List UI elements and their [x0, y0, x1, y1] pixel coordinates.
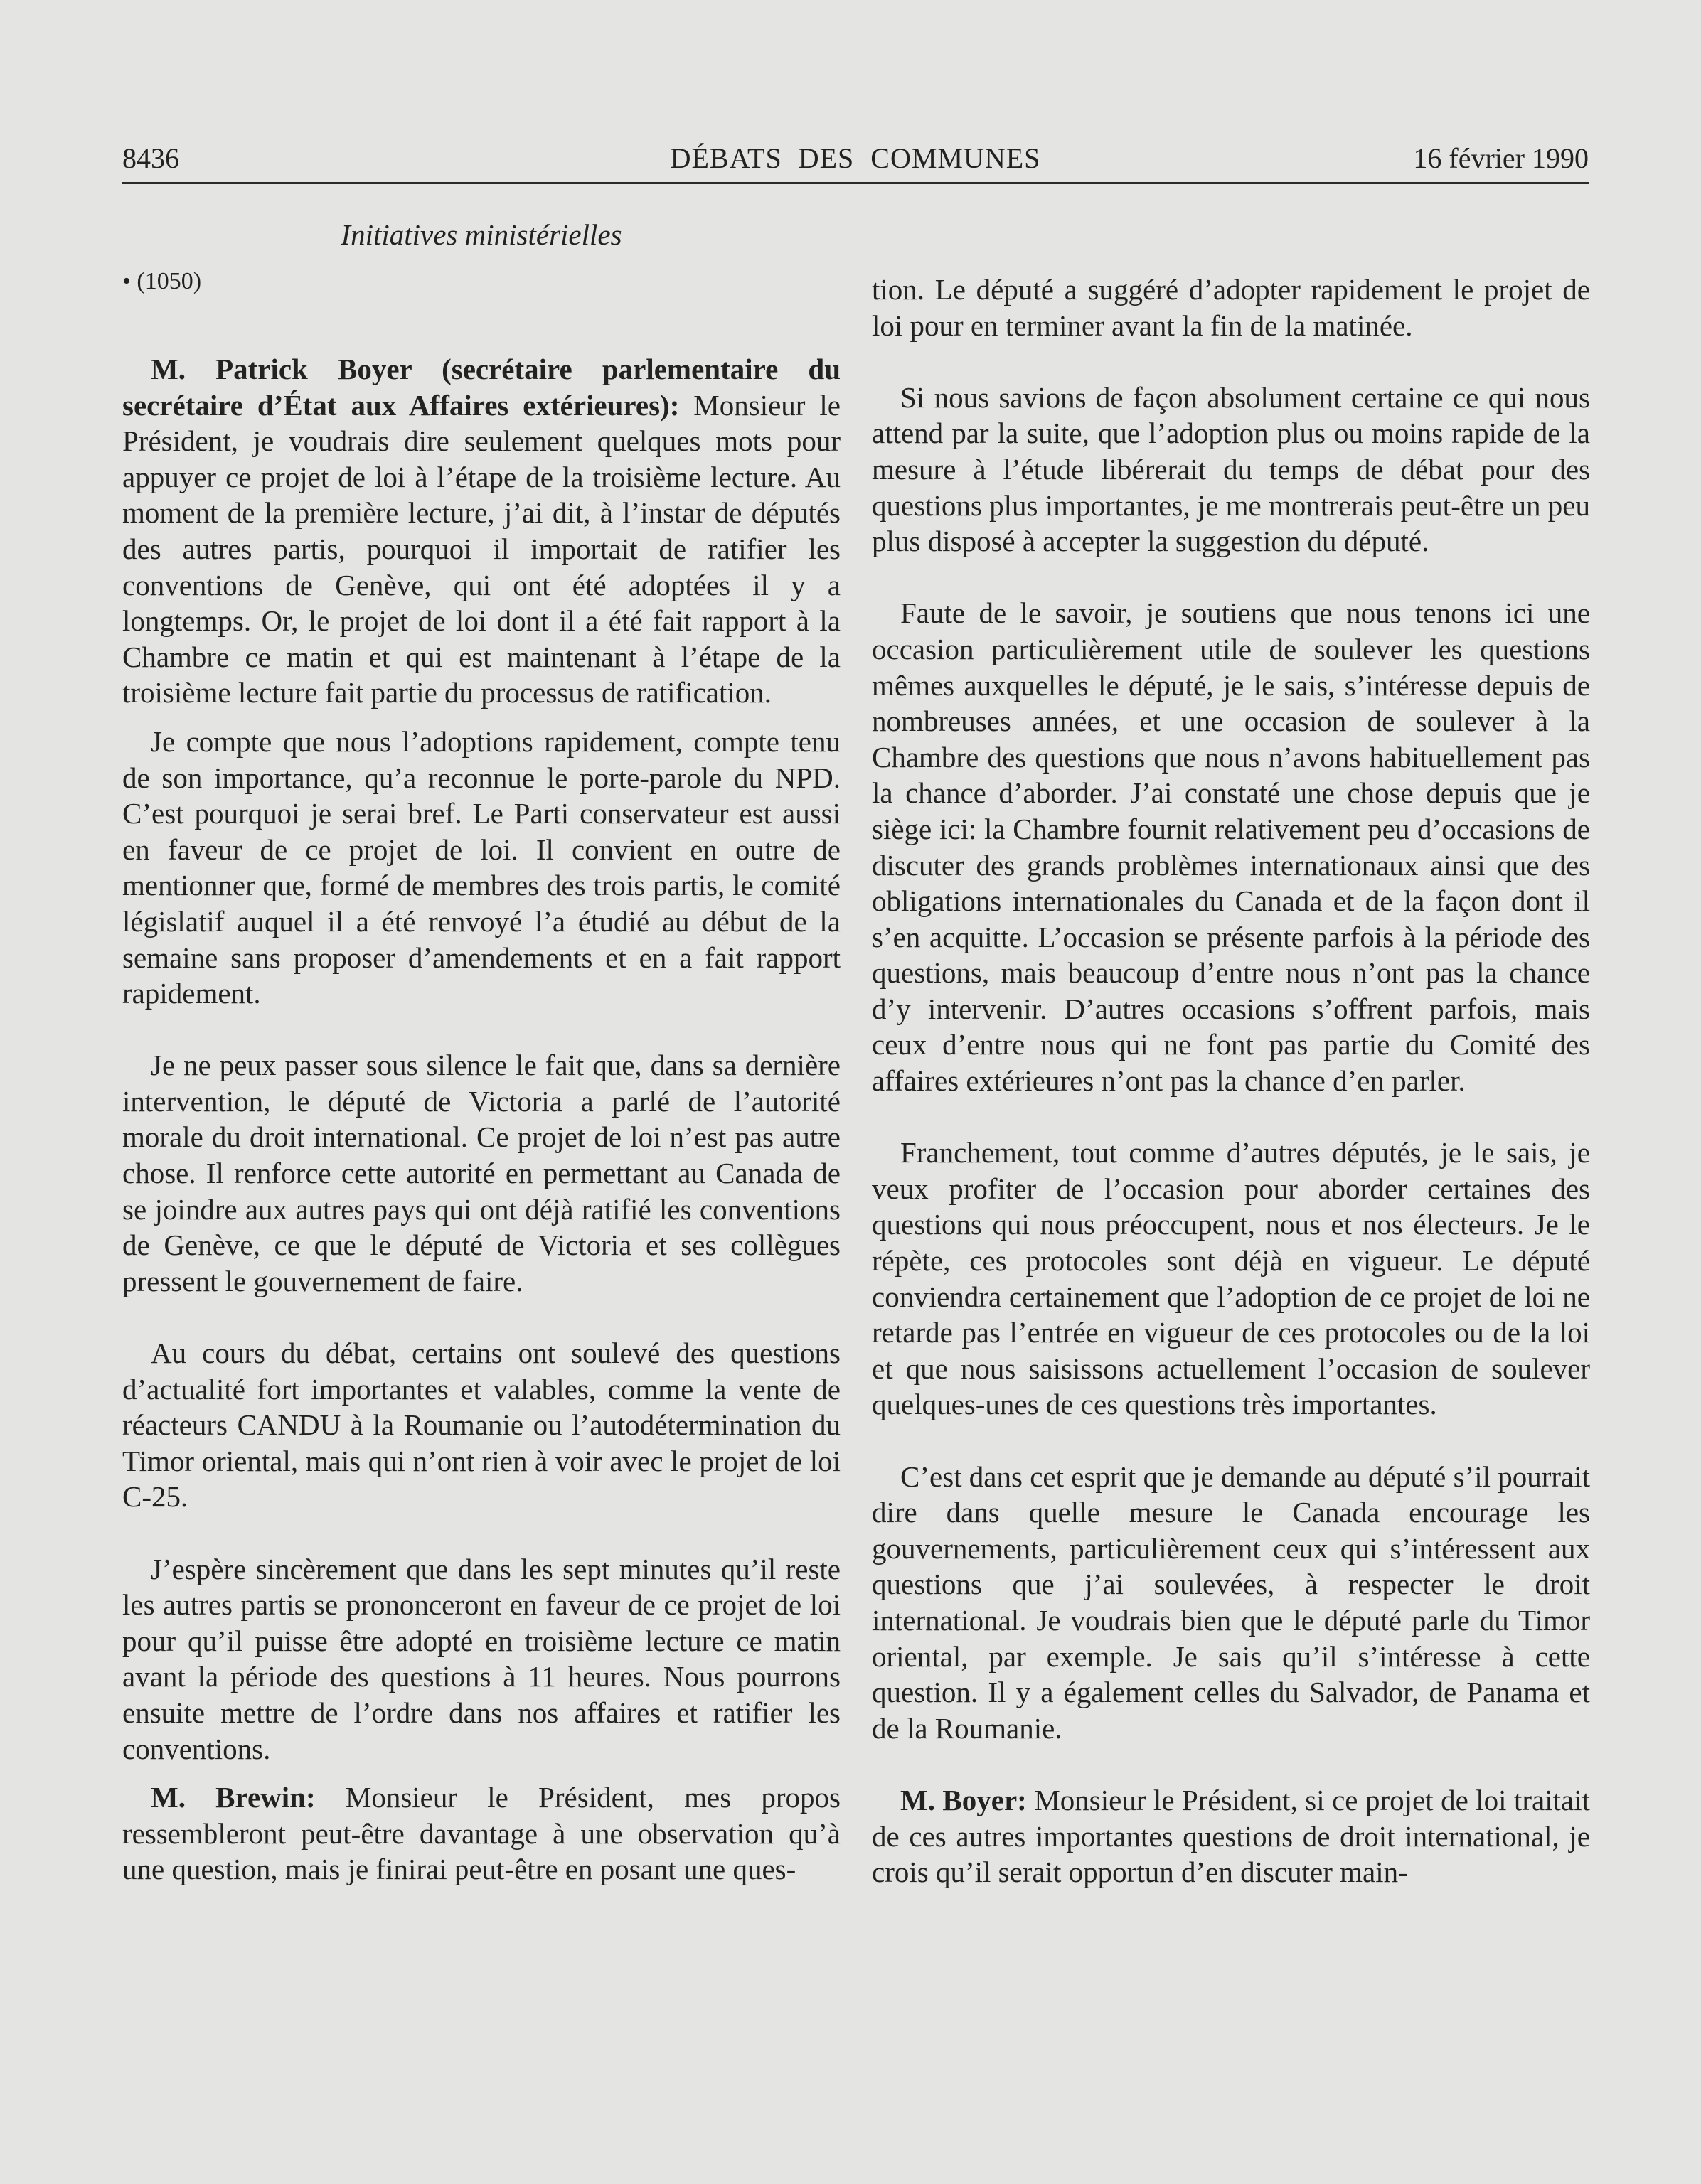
- paragraph: [872, 1782, 1590, 1890]
- paragraph-text: Franchement, tout comme d’autres députés, je le sais, je veux profiter de l’occasion pour aborder certaines des questions qui nous préoccupent, nous et nos électeurs. Je le répète, ces protocoles sont déjà en vigueur. Le député conviendra certainement que l’adoption de ce projet de loi ne retarde pas l’entrée en vigueur de ces protocoles ou de la loi et que nous saisissons actuellement l’occasion de soulever quelques-unes de ces questions très importantes.: [872, 1136, 1590, 1421]
- paragraph: [122, 1047, 841, 1299]
- page-number: 8436: [122, 142, 179, 174]
- left-column: [122, 351, 841, 1888]
- paragraph: [872, 1459, 1590, 1747]
- paragraph: [122, 351, 841, 711]
- publication-title: DÉBATS DES COMMUNES: [670, 142, 1041, 174]
- paragraph-text: Je compte que nous l’adoptions rapidement, compte tenu de son importance, qu’a reconnue le porte-parole du NPD. C’est pourquoi je serai bref. Le Parti conservateur est aussi en faveur de ce projet de loi. Il convient en outre de mentionner que, formé de membres des trois partis, le comité législatif auquel il a été renvoyé l’a étudié au début de la semaine sans proposer d’amendements et en a fait rapport rapidement.: [122, 724, 841, 1010]
- paragraph: [122, 1779, 841, 1888]
- paragraph-text: J’espère sincèrement que dans les sept minutes qu’il reste les autres partis se prononceront en faveur de ce projet de loi pour qu’il puisse être adopté en troisième lecture ce matin avant la période des questions à 11 heures. Nous pourrons ensuite mettre de l’ordre dans nos affaires et ratifier les conventions.: [122, 1552, 841, 1765]
- right-column: [872, 272, 1590, 1890]
- paragraph: [872, 595, 1590, 1098]
- paragraph-text: Si nous savions de façon absolument certaine ce qui nous attend par la suite, que l’adoption plus ou moins rapide de la mesure à l’étude libérerait du temps de débat pour des questions plus importantes, je me montrerais peut-être un peu plus disposé à accepter la suggestion du député.: [872, 380, 1590, 558]
- paragraph-text: Je ne peux passer sous silence le fait que, dans sa dernière intervention, le député de Victoria a parlé de l’autorité morale du droit international. Ce projet de loi n’est pas autre chose. Il renforce cette autorité en permettant au Canada de se joindre aux autres pays qui ont déjà ratifié les conventions de Genève, ce que le député de Victoria et ses collègues pressent le gouvernement de faire.: [122, 1049, 841, 1297]
- speaker-name: M. Brewin:: [151, 1781, 316, 1814]
- paragraph: [122, 1335, 841, 1515]
- paragraph: [872, 272, 1590, 343]
- paragraph: [122, 724, 841, 1012]
- paragraph-text: Au cours du débat, certains ont soulevé des questions d’actualité fort importantes et valables, comme la vente de réacteurs CANDU à la Roumanie ou l’autodétermination du Timor oriental, mais qui n’ont rien à voir avec le projet de loi C-25.: [122, 1337, 841, 1514]
- speaker-name: M. Patrick Boyer (secrétaire parlementaire du secrétaire d’État aux Affaires extérieures):: [122, 353, 841, 422]
- publication-date: 16 février 1990: [1413, 142, 1589, 174]
- paragraph-text: Monsieur le Président, je voudrais dire seulement quelques mots pour appuyer ce projet de loi à l’étape de la troisième lecture. Au moment de la première lecture, j’ai dit, à l’instar de députés des autres partis, pourquoi il importait de ratifier les conventions de Genève, qui ont été adoptées il y a longtemps. Or, le projet de loi dont il a été fait rapport à la Chambre ce matin et qui est maintenant à l’étape de la troisième lecture fait partie du processus de ratification.: [122, 388, 841, 710]
- section-title: Initiatives ministérielles: [341, 218, 622, 251]
- paragraph-text: C’est dans cet esprit que je demande au député s’il pourrait dire dans quelle mesure le Canada encourage les gouvernements, particulièrement ceux qui s’intéressent aux questions que j’ai soulevées, à respecter le droit international. Je voudrais bien que le député parle du Timor oriental, par exemple. Je sais qu’il s’intéresse à cette question. Il y a également celles du Salvador, de Panama et de la Roumanie.: [872, 1460, 1591, 1745]
- paragraph-text: tion. Le député a suggéré d’adopter rapidement le projet de loi pour en terminer avant la fin de la matinée.: [872, 273, 1590, 342]
- paragraph-text: Monsieur le Président, si ce projet de loi traitait de ces autres importantes questions de droit international, je crois qu’il serait opportun d’en discuter main-: [872, 1783, 1591, 1889]
- paragraph: [872, 380, 1590, 560]
- page-header: [122, 139, 1589, 184]
- speaker-name: M. Boyer:: [900, 1783, 1027, 1816]
- paragraph: [872, 1135, 1590, 1423]
- paragraph-text: Monsieur le Président, mes propos ressembleront peut-être davantage à une observation qu’à une question, mais je finirai peut-être en posant une ques-: [122, 1781, 841, 1886]
- timestamp: • (1050): [122, 268, 202, 294]
- paragraph: [122, 1551, 841, 1767]
- paragraph-text: Faute de le savoir, je soutiens que nous tenons ici une occasion particulièrement utile de soulever les questions mêmes auxquelles le député, je le sais, s’intéresse depuis de nombreuses années, et une occasion de soulever à la Chambre des questions que nous n’avons habituellement pas la chance d’aborder. J’ai constaté une chose depuis que je siège ici: la Chambre fournit relativement peu d’occasions de discuter des grands problèmes internationaux ainsi que des obligations internationales du Canada et de la façon dont il s’en acquitte. L’occasion se présente parfois à la période des questions, mais beaucoup d’entre nous n’ont pas la chance d’y intervenir. D’autres occasions s’offrent parfois, mais ceux d’entre nous qui ne font pas partie du Comité des affaires extérieures n’ont pas la chance d’en parler.: [872, 596, 1590, 1098]
